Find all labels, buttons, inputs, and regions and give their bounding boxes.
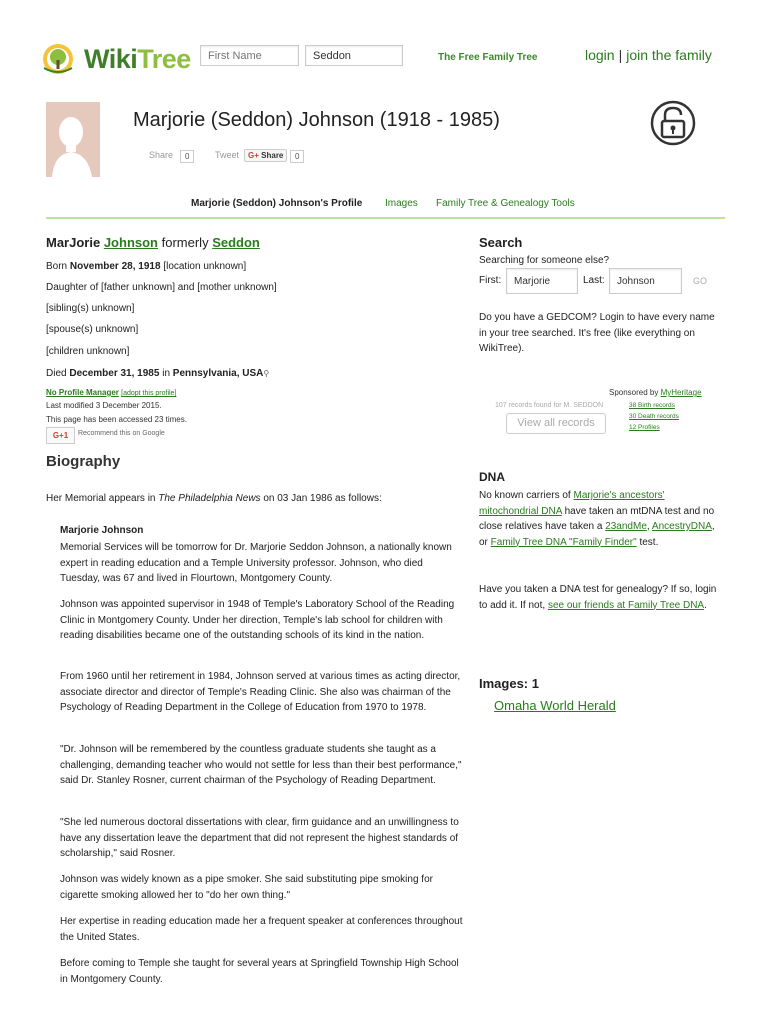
- family-finder-link[interactable]: Family Tree DNA "Family Finder": [490, 536, 637, 548]
- death-records-link[interactable]: 30 Death records: [629, 413, 679, 420]
- memorial-intro: [46, 493, 382, 504]
- access-count: This page has been accessed 23 times.: [46, 415, 187, 424]
- myheritage-link[interactable]: MyHeritage: [660, 388, 702, 397]
- tab-images[interactable]: Images: [385, 198, 418, 209]
- recommend-google: Recommend this on Google: [78, 430, 165, 437]
- tagline: The Free Family Tree: [438, 52, 538, 63]
- death-place: Pennsylvania, USA: [172, 368, 264, 379]
- gplus-share-button[interactable]: [244, 149, 287, 162]
- siblings-fact: [sibling(s) unknown]: [46, 303, 135, 314]
- bio-paragraph: Johnson was appointed supervisor in 1948 of Temple's Laboratory School of the Reading Clinic in Montgomery County. Under her direction, Temple's lab school for children with reading disabilities became one of the outstanding schools of its kind in the nation.: [60, 599, 455, 641]
- spouses-fact: [spouse(s) unknown]: [46, 324, 139, 335]
- silhouette-icon: [46, 102, 100, 177]
- tabs-divider: [46, 217, 725, 219]
- dna-ask-1: Have you taken a DNA test for genealogy? If so, login to add it. If not,: [479, 584, 717, 611]
- dna-heading: DNA: [479, 470, 505, 484]
- map-pin-icon[interactable]: ⚲: [263, 369, 270, 378]
- dna-text-4: , or: [479, 521, 715, 548]
- sidebar-last-name-input[interactable]: [609, 268, 682, 294]
- tab-family-tree-tools[interactable]: Family Tree & Genealogy Tools: [436, 198, 575, 209]
- no-profile-manager-link[interactable]: No Profile Manager: [46, 388, 119, 397]
- page-title: Marjorie (Seddon) Johnson (1918 - 1985): [133, 109, 500, 131]
- profile-manager-line: [46, 388, 176, 397]
- birth-date: November 28, 1918: [69, 261, 161, 272]
- bio-paragraph: Before coming to Temple she taught for several years at Springfield Township High School in Montgomery County.: [60, 958, 459, 985]
- records-found: 107 records found for M. SEDDON: [495, 402, 604, 409]
- biography-heading: Biography: [46, 453, 121, 470]
- dna-text-2: have taken an mtDNA test and no close relatives have taken a: [479, 505, 715, 532]
- logo-text: [84, 44, 191, 75]
- search-last-name-input[interactable]: [305, 45, 403, 66]
- last-modified: Last modified 3 December 2015.: [46, 401, 162, 410]
- dna-text-5: test.: [636, 536, 659, 548]
- search-heading: Search: [479, 235, 523, 250]
- gplus-one-button[interactable]: G+1: [46, 427, 75, 444]
- dna-ask-text: [479, 582, 724, 613]
- sponsor-line: [609, 388, 702, 397]
- death-fact: [46, 368, 269, 379]
- share-label[interactable]: Share: [149, 150, 174, 160]
- join-link[interactable]: join the family: [626, 47, 712, 63]
- adopt-profile-link[interactable]: [adopt this profile]: [121, 390, 177, 397]
- image-link-omaha-world-herald[interactable]: Omaha World Herald: [494, 698, 616, 713]
- login-separator: |: [618, 47, 623, 63]
- bio-paragraph: Her expertise in reading education made her a frequent speaker at conferences throughout the United States.: [60, 916, 463, 943]
- tab-profile[interactable]: Marjorie (Seddon) Johnson's Profile: [191, 198, 363, 209]
- view-all-records-button[interactable]: View all records: [506, 413, 606, 434]
- first-label: First:: [479, 275, 502, 286]
- person-name-heading: [46, 235, 260, 250]
- dna-ask-2: .: [704, 599, 707, 611]
- gedcom-text: Do you have a GEDCOM? Login to have every name in your tree searched. It's free (like everything on WikiTree).: [479, 312, 715, 354]
- bio-paragraph: "Dr. Johnson will be remembered by the countless graduate students she taught as a challenging, demanding teacher who would not settle for less than their best performance," said Dr. Stanley Rosner, current chairman of the Psychology of Reading Department.: [60, 744, 462, 786]
- birth-fact: [46, 261, 246, 272]
- avatar: [46, 102, 100, 177]
- mtdna-ancestors-link[interactable]: Marjorie's ancestors' mitochondrial DNA: [479, 490, 665, 517]
- given-name: MarJorie: [46, 235, 101, 250]
- surname-link[interactable]: Johnson: [103, 235, 158, 250]
- publication-name: The Philadelphia News: [158, 493, 261, 504]
- birth-records-link[interactable]: 38 Birth records: [629, 402, 675, 409]
- profiles-link[interactable]: 12 Profiles: [629, 424, 660, 431]
- formerly-label: formerly: [161, 235, 209, 250]
- intro-text-2: on 03 Jan 1986 as follows:: [260, 493, 382, 504]
- died-label: Died: [46, 368, 67, 379]
- death-date: December 31, 1985: [69, 368, 160, 379]
- share-count: 0: [180, 150, 194, 163]
- logo-wiki: Wiki: [84, 44, 138, 74]
- bio-paragraph: From 1960 until her retirement in 1984, Johnson served at various times as acting director, associate director and director of Temple's Reading Clinic. She also was chairman of the Psychology of Reading Department in the College of Education from 1970 to 1978.: [60, 671, 461, 713]
- last-label: Last:: [583, 275, 605, 286]
- login-link[interactable]: login: [585, 47, 615, 63]
- go-button[interactable]: GO: [693, 276, 708, 286]
- born-label: Born: [46, 261, 68, 272]
- bio-paragraph: Johnson was widely known as a pipe smoker. She said substituting pipe smoking for cigarette smoking allowed her to "do her own thing.": [60, 874, 433, 901]
- maiden-name-link[interactable]: Seddon: [212, 235, 260, 250]
- sidebar-first-name-input[interactable]: [506, 268, 578, 294]
- gplus-icon: G+: [248, 151, 259, 160]
- privacy-lock-icon[interactable]: [650, 100, 696, 146]
- ancestrydna-link[interactable]: AncestryDNA: [651, 521, 712, 532]
- sponsor-label: Sponsored by: [609, 388, 659, 397]
- search-first-name-input[interactable]: [200, 45, 299, 66]
- gplus-count: 0: [290, 150, 304, 163]
- 23andme-link[interactable]: 23andMe: [605, 521, 647, 532]
- bio-paragraph: Memorial Services will be tomorrow for Dr. Marjorie Seddon Johnson, a nationally known expert in reading education and a Temple University professor. Johnson, who died Tuesday, was 67 and lived in Flourtown, Montgomery County.: [60, 542, 452, 584]
- search-subheading: Searching for someone else?: [479, 255, 610, 266]
- gplus-share-label: Share: [261, 151, 284, 160]
- tweet-label[interactable]: Tweet: [215, 150, 240, 160]
- dna-text-1: No known carriers of: [479, 490, 574, 501]
- parents-fact: Daughter of [father unknown] and [mother unknown]: [46, 282, 277, 293]
- dna-text-3: ,: [646, 521, 652, 532]
- bio-paragraph: "She led numerous doctoral dissertations with clear, firm guidance and an unwillingness to have any dissertation leave the department that did not represent the highest standards of scholarship," said Rosner.: [60, 817, 459, 859]
- birth-place: [location unknown]: [163, 261, 247, 272]
- intro-text-1: Her Memorial appears in: [46, 493, 159, 504]
- images-heading: Images: 1: [479, 676, 539, 691]
- dna-text: [479, 488, 724, 550]
- children-fact: [children unknown]: [46, 346, 130, 357]
- account-links: [585, 47, 712, 63]
- memorial-name: Marjorie Johnson: [60, 525, 144, 536]
- ftdna-friends-link[interactable]: see our friends at Family Tree DNA: [547, 599, 705, 611]
- death-in: in: [162, 368, 171, 379]
- logo-tree: Tree: [137, 44, 191, 74]
